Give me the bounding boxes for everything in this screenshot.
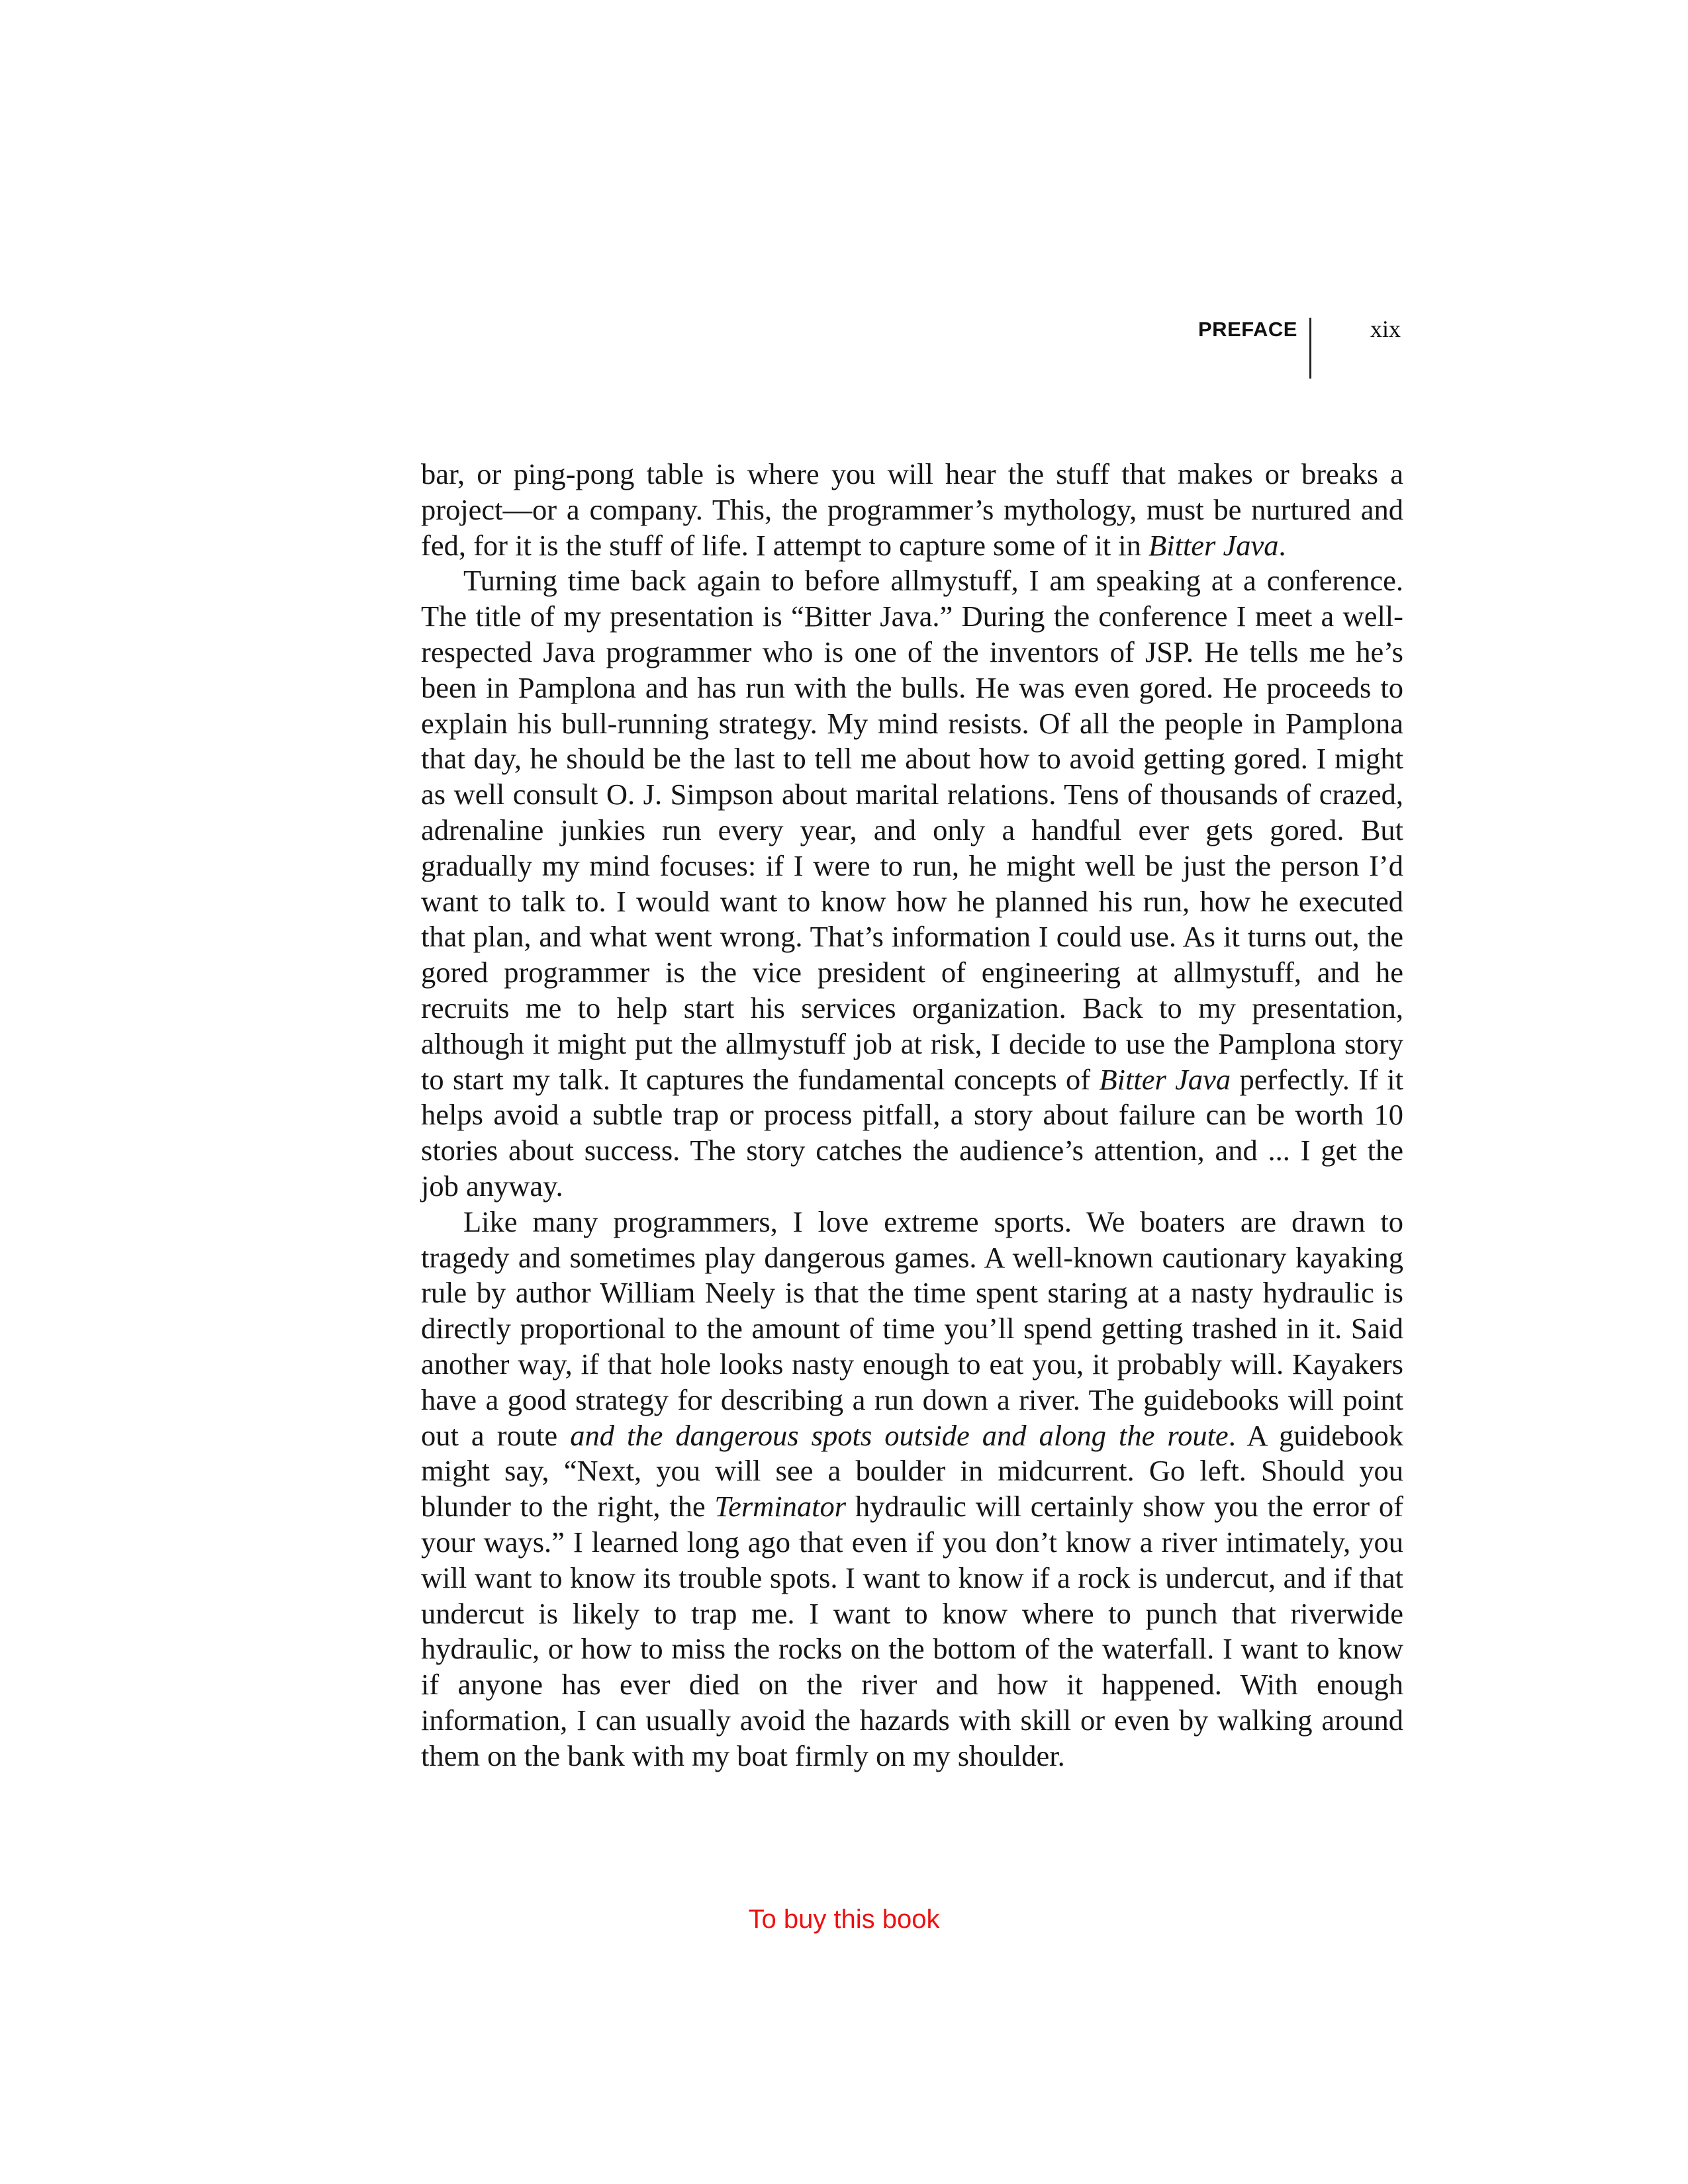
paragraph-2-text-b: perfectly. If it helps avoid a subtle trap or process pitfall, a story about failure can be worth 10 stories about success. The story catches the audience’s attention, and ... I get the job anyway. [421,1062,1403,1203]
header-divider [1309,318,1311,379]
paragraph-3 [421,1205,1403,1774]
paragraph-1-book-title: Bitter Java [1149,528,1279,562]
paragraph-3-text-c: hydraulic will certainly show you the error of your ways.” I learned long ago that even if you don’t know a river intimately, you will want to know its trouble spots. I want to know if a rock is undercut, and if that undercut is likely to trap me. I want to know where to punch that riverwide hydraulic, or how to miss the rocks on the bottom of the waterfall. I want to know if anyone has ever died on the river and how it happened. With enough information, I can usually avoid the hazards with skill or even by walking around them on the bank with my boat firmly on my shoulder. [421,1490,1403,1772]
section-title: PREFACE [1198,318,1297,341]
paragraph-1 [421,457,1403,563]
paragraph-2-text-a: Turning time back again to before allmystuff, I am speaking at a conference. The title of my presentation is “Bitter Java.” During the conference I meet a well-respected Java programmer who is one of the inventors of JSP. He tells me he’s been in Pamplona and has run with the bulls. He was even gored. He proceeds to explain his bull-running strategy. My mind resists. Of all the people in Pamplona that day, he should be the last to tell me about how to avoid getting gored. I might as well consult O. J. Simpson about marital relations. Tens of thousands of crazed, adrenaline junkies run every year, and only a handful ever gets gored. But gradually my mind focuses: if I were to run, he might well be just the person I’d want to talk to. I would want to know how he planned his run, how he executed that plan, and what went wrong. That’s information I could use. As it turns out, the gored programmer is the vice president of engineering at allmystuff, and he recruits me to help start his services organization. Back to my presentation, although it might put the allmystuff job at risk, I decide to use the Pamplona story to start my talk. It captures the fundamental concepts of [421,564,1403,1096]
page-number: xix [1370,316,1401,342]
paragraph-1-text-b: . [1278,528,1286,562]
paragraph-3-text-b: . A guidebook might say, “Next, you will see a boulder in midcurrent. Go left. Should you blunder to the right, the [421,1418,1403,1524]
running-head [1178,318,1417,384]
paragraph-3-emphasis: and the dangerous spots outside and along the route [570,1418,1229,1452]
paragraph-3-text-a: Like many programmers, I love extreme sports. We boaters are drawn to tragedy and sometimes play dangerous games. A well-known cautionary kayaking rule by author William Neely is that the time spent staring at a nasty hydraulic is directly proportional to the amount of time you’ll spend getting trashed in it. Said another way, if that hole looks nasty enough to eat you, it probably will. Kayakers have a good strategy for describing a run down a river. The guidebooks will point out a route [421,1205,1403,1452]
buy-book-link[interactable]: To buy this book [748,1905,940,1934]
paragraph-2-book-title: Bitter Java [1099,1062,1231,1096]
paragraph-2 [421,563,1403,1204]
paragraph-3-hydraulic-name: Terminator [714,1490,847,1524]
body-text [421,457,1403,1774]
paragraph-1-text-a: bar, or ping-pong table is where you will hear the stuff that makes or breaks a project—or a company. This, the programmer’s mythology, must be nurtured and fed, for it is the stuff of life. I attempt to capture some of it in [421,457,1403,562]
